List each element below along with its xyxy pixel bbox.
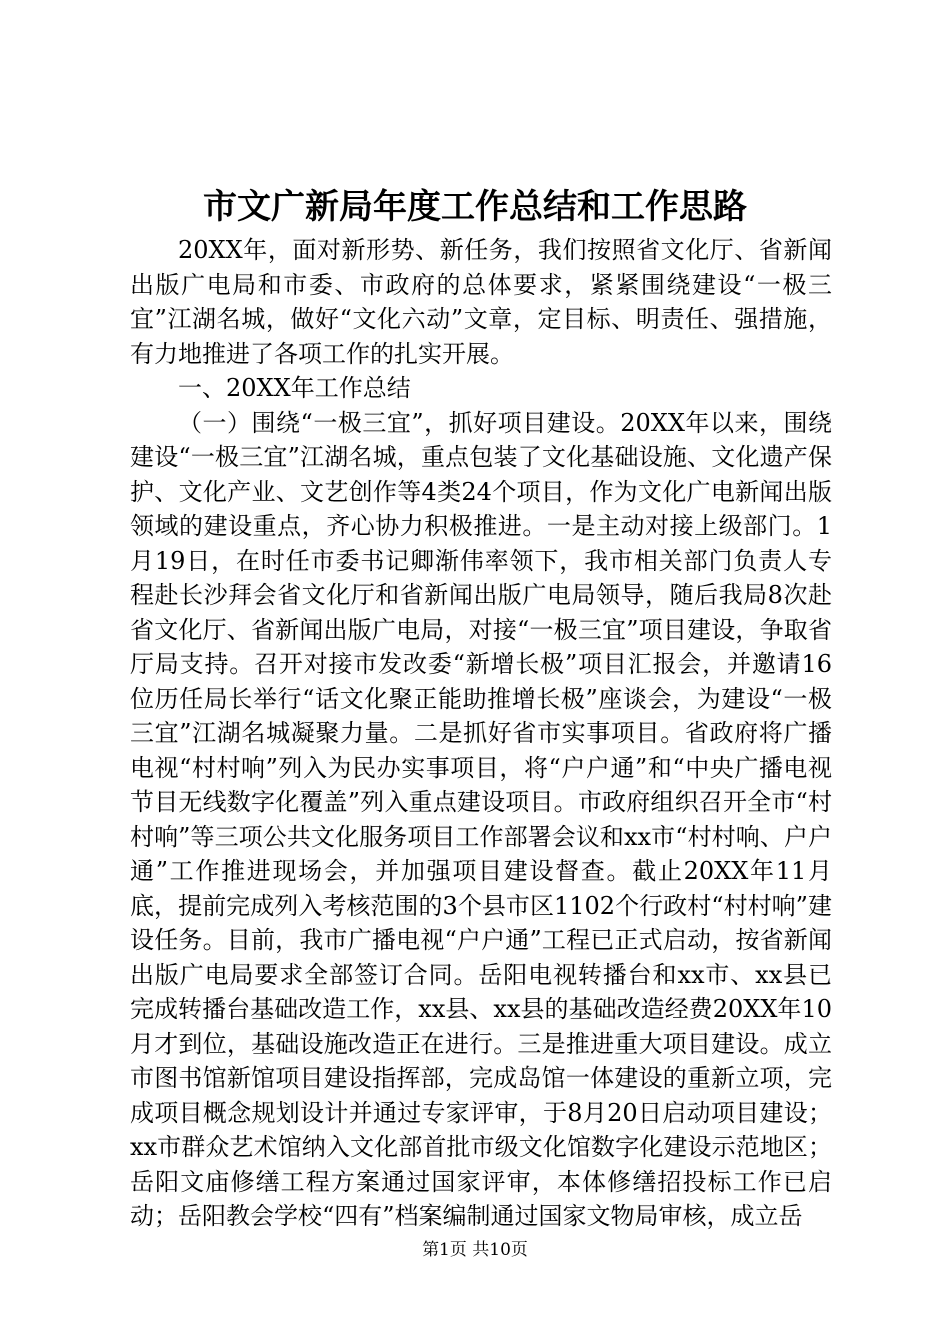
document-title: 市文广新局年度工作总结和工作思路 — [203, 187, 747, 227]
section-heading: 一、20XX年工作总结 — [178, 374, 411, 402]
intro-paragraph: 20XX年，面对新形势、新任务，我们按照省文化厅、省新闻出版广电局和市委、市政府的总体要求，紧紧围绕建设“一极三宜”江湖名城，做好“文化六动”文章，定目标、明责任、强措施，有力地推进了各项工作的扎实开展。 — [130, 236, 832, 368]
section-paragraph: （一）围绕“一极三宜”，抓好项目建设。20XX年以来，围绕建设“一极三宜”江湖名城，重点包装了文化基础设施、文化遗产保护、文化产业、文艺创作等4类24个项目，作为文化广电新闻出版领域的建设重点，齐心协力积极推进。一是主动对接上级部门。1月19日，在时任市委书记卿渐伟率领下，我市相关部门负责人专程赴长沙拜会省文化厅和省新闻出版广电局领导，随后我局8次赴省文化厅、省新闻出版广电局，对接“一极三宜”项目建设，争取省厅局支持。召开对接市发改委“新增长极”项目汇报会，并邀请16位历任局长举行“话文化聚正能助推增长极”座谈会，为建设“一极三宜”江湖名城凝聚力量。二是抓好省市实事项目。省政府将广播电视“村村响”列入为民办实事项目，将“户户通”和“中央广播电视节目无线数字化覆盖”列入重点建设项目。市政府组织召开全市“村村响”等三项公共文化服务项目工作部署会议和xx市“村村响、户户通”工作推进现场会，并加强项目建设督查。截止20XX年11月底，提前完成列入考核范围的3个县市区1102个行政村“村村响”建设任务。目前，我市广播电视“户户通”工程已正式启动，按省新闻出版广电局要求全部签订合同。岳阳电视转播台和xx市、xx县已完成转播台基础改造工作，xx县、xx县的基础改造经费20XX年10月才到位，基础设施改造正在进行。三是推进重大项目建设。成立市图书馆新馆项目建设指挥部，完成岛馆一体建设的重新立项，完成项目概念规划设计并通过专家评审，于8月20日启动项目建设；xx市群众艺术馆纳入文化部首批市级文化馆数字化建设示范地区；岳阳文庙修缮工程方案通过国家评审，本体修缮招投标工作已启动；岳阳教会学校“四有”档案编制通过国家文物局审核，成立岳 — [130, 408, 832, 1230]
page-footer: 第1页 共10页 — [422, 1240, 528, 1260]
document-body — [130, 233, 832, 1234]
